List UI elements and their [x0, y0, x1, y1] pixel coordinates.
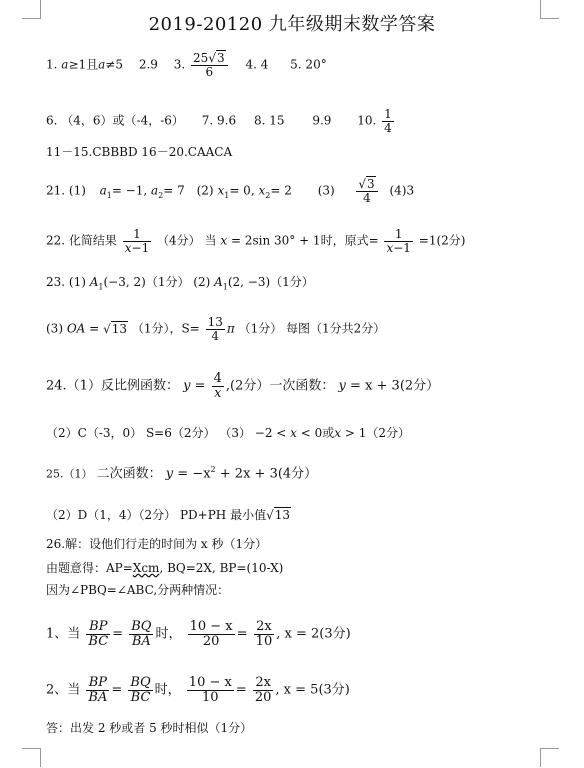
answer-line-24-part2 — [46, 423, 410, 443]
denominator: BA — [131, 633, 151, 649]
answer-line-26: 26.解：设他们行走的时间为 x 秒（1分） — [46, 537, 268, 551]
text: = x + 3(2分） — [350, 378, 440, 394]
math-var: x — [290, 426, 297, 440]
fraction — [212, 372, 224, 400]
text: , x = 5(3分) — [275, 682, 350, 698]
text: 21. (1) — [46, 183, 86, 198]
denominator: 20 — [254, 689, 272, 705]
numerator: 10 − x — [189, 619, 233, 634]
text: + 2x + 3(4分） — [219, 466, 318, 482]
fraction — [191, 52, 228, 78]
math-var: y — [338, 378, 346, 394]
text: = — [112, 626, 124, 642]
text: , BQ=2X, BP=(10-X) — [159, 561, 284, 575]
answer-line-1-5 — [46, 52, 327, 78]
math-var: OA — [66, 321, 86, 336]
math-var: A — [89, 275, 99, 289]
numerator: 2x — [254, 620, 275, 635]
numerator: 13 — [207, 315, 223, 329]
subscript: 1 — [98, 282, 104, 292]
math-var: a — [98, 57, 106, 72]
text: −2 < — [254, 426, 287, 440]
page-title: 2019-20120 九年级期末数学答案 — [148, 14, 436, 35]
fraction — [356, 178, 377, 204]
answer-line-26-case2 — [46, 676, 350, 704]
answer-line-26-setup — [46, 558, 283, 578]
denominator: 20 — [202, 633, 220, 649]
radicand: 13 — [111, 321, 127, 336]
denominator: 6 — [205, 64, 214, 79]
text: = 2 — [270, 183, 292, 198]
text: （2）C（-3，0） S=6（2分） （3） — [46, 426, 251, 440]
text: 3. — [173, 57, 186, 72]
text: 时， — [155, 626, 182, 642]
radicand: 13 — [274, 508, 291, 522]
fraction — [382, 108, 394, 134]
fraction — [128, 676, 152, 704]
answer-line-25 — [46, 460, 317, 484]
text: > 1（2分） — [344, 426, 411, 440]
math-var: a — [99, 183, 107, 198]
math-var: a — [151, 183, 159, 198]
numerator: 4 — [213, 371, 222, 386]
text: = −1, — [111, 183, 148, 198]
math-var: x — [124, 240, 132, 255]
text: 1、当 — [46, 626, 81, 642]
numerator: 1 — [384, 228, 412, 242]
numerator: 1 — [123, 228, 151, 242]
text: −1 — [131, 240, 150, 255]
answer-line-23-part3 — [46, 316, 385, 342]
numerator: BP — [86, 676, 109, 691]
sqrt: √13 — [266, 508, 291, 522]
answer-line-23 — [46, 272, 314, 297]
fraction — [187, 676, 234, 704]
fraction — [86, 620, 110, 648]
text: ≠5 — [105, 57, 123, 72]
fraction — [86, 676, 109, 704]
fraction — [253, 676, 274, 704]
denominator: x — [214, 385, 222, 401]
answer-line-11-20: 11－15.CBBBD 16－20.CAACA — [46, 145, 233, 159]
text: = — [236, 626, 248, 642]
answer-line-25-part2 — [46, 505, 291, 525]
text: (4)3 — [389, 183, 415, 198]
text: 时，原式= — [320, 233, 379, 248]
text: = 0, — [229, 183, 255, 198]
answer-line-26-case1 — [46, 620, 351, 648]
text: < 0或 — [300, 426, 335, 440]
text: = — [235, 682, 247, 698]
text: (3) — [46, 321, 63, 336]
text: 6. （4，6）或（-4，-6） — [46, 113, 184, 128]
numerator: BQ — [130, 675, 151, 690]
text: = −x — [177, 466, 211, 482]
text: 23. (1) — [46, 275, 86, 289]
denominator: 4 — [211, 328, 220, 343]
text: 二次函数： — [96, 466, 162, 482]
text: 由题意得：AP= — [46, 561, 133, 575]
text: 7. 9.6 — [201, 113, 237, 128]
math-var: x — [334, 426, 342, 440]
text: ≥1且 — [68, 57, 99, 72]
text: （2）D（1，4）（2分） PD+PH 最小值 — [46, 508, 267, 522]
fraction — [384, 228, 412, 254]
text: 8. 15 — [253, 113, 285, 128]
answer-line-24 — [46, 372, 439, 400]
math-var: x — [217, 183, 225, 198]
text: 2、当 — [46, 682, 81, 698]
math-var: A — [214, 275, 223, 289]
text: = — [194, 378, 206, 394]
numerator: 25 — [193, 51, 209, 65]
numerator: BQ — [131, 619, 152, 634]
text: 4. 4 — [245, 57, 269, 72]
fraction — [123, 228, 151, 254]
text: 5. 20° — [290, 57, 327, 72]
numerator: 1 — [384, 107, 392, 121]
denominator: 10 — [202, 689, 219, 705]
crop-mark-bottom-left — [22, 748, 41, 767]
text: 10. — [357, 113, 377, 128]
text: 22. 化简结果 — [46, 233, 117, 248]
text: 1. — [46, 57, 58, 72]
text: ,(2分）一次函数： — [225, 378, 335, 394]
text: Xcm — [132, 561, 160, 575]
answer-line-21 — [46, 178, 414, 206]
radicand: 3 — [367, 177, 375, 191]
math-var: x — [220, 233, 228, 248]
answer-line-22 — [46, 228, 465, 254]
subscript: 1 — [106, 190, 112, 200]
numerator: 2x — [253, 676, 274, 691]
text: =1(2分) — [418, 233, 466, 248]
text: 时， — [154, 682, 181, 698]
text: (−3, 2)（1分） (2) — [103, 275, 211, 289]
text: = 2sin 30° + 1 — [230, 233, 321, 248]
math-var: π — [226, 321, 235, 336]
final-answer: 答：出发 2 秒或者 5 秒时相似（1分） — [46, 721, 253, 735]
fraction — [188, 620, 235, 648]
superscript: 2 — [210, 465, 216, 474]
denominator: 4 — [363, 190, 371, 205]
math-var: y — [183, 378, 191, 394]
text: , x = 2(3分) — [276, 626, 351, 642]
text: 9.9 — [312, 113, 332, 128]
sqrt: √3 — [208, 51, 225, 65]
sqrt: √13 — [103, 321, 127, 336]
math-var: x — [386, 240, 394, 255]
math-var: a — [61, 57, 69, 72]
fraction — [129, 620, 153, 648]
text: （1分） 每图（1分共2分） — [238, 321, 386, 336]
subscript: 2 — [265, 190, 271, 200]
text: 24.（1）反比例函数： — [46, 378, 179, 394]
denominator: 4 — [384, 120, 392, 135]
text: 2.9 — [138, 57, 158, 72]
denominator: BA — [88, 689, 108, 705]
math-var: x — [258, 183, 266, 198]
radicand: 3 — [216, 51, 225, 65]
answer-line-26-cases: 因为∠PBQ=∠ABC,分两种情况： — [46, 583, 230, 597]
text: (2, −3)（1分） — [227, 275, 314, 289]
text: = — [111, 682, 123, 698]
denominator: BC — [88, 633, 109, 649]
text: （1分），S= — [131, 321, 200, 336]
sqrt: √3 — [358, 177, 375, 191]
text: = — [89, 321, 100, 336]
text: (2) — [196, 183, 214, 198]
subscript: 2 — [158, 190, 164, 200]
text: −1 — [393, 240, 411, 255]
text: = 7 — [163, 183, 185, 198]
subscript: 1 — [224, 190, 230, 200]
answer-line-6-10 — [46, 108, 396, 134]
subscript: 1 — [222, 282, 228, 292]
numerator: 10 − x — [188, 675, 232, 690]
crop-mark-bottom-right — [540, 748, 559, 767]
text: (3) — [317, 183, 335, 198]
numerator: BP — [86, 620, 110, 635]
fraction — [254, 620, 275, 648]
math-var: y — [165, 466, 174, 482]
fraction — [206, 316, 225, 342]
text: 25.（1） — [46, 467, 93, 481]
denominator: BC — [130, 689, 151, 705]
denominator: 10 — [255, 633, 273, 649]
text: （4分） 当 — [157, 233, 217, 248]
